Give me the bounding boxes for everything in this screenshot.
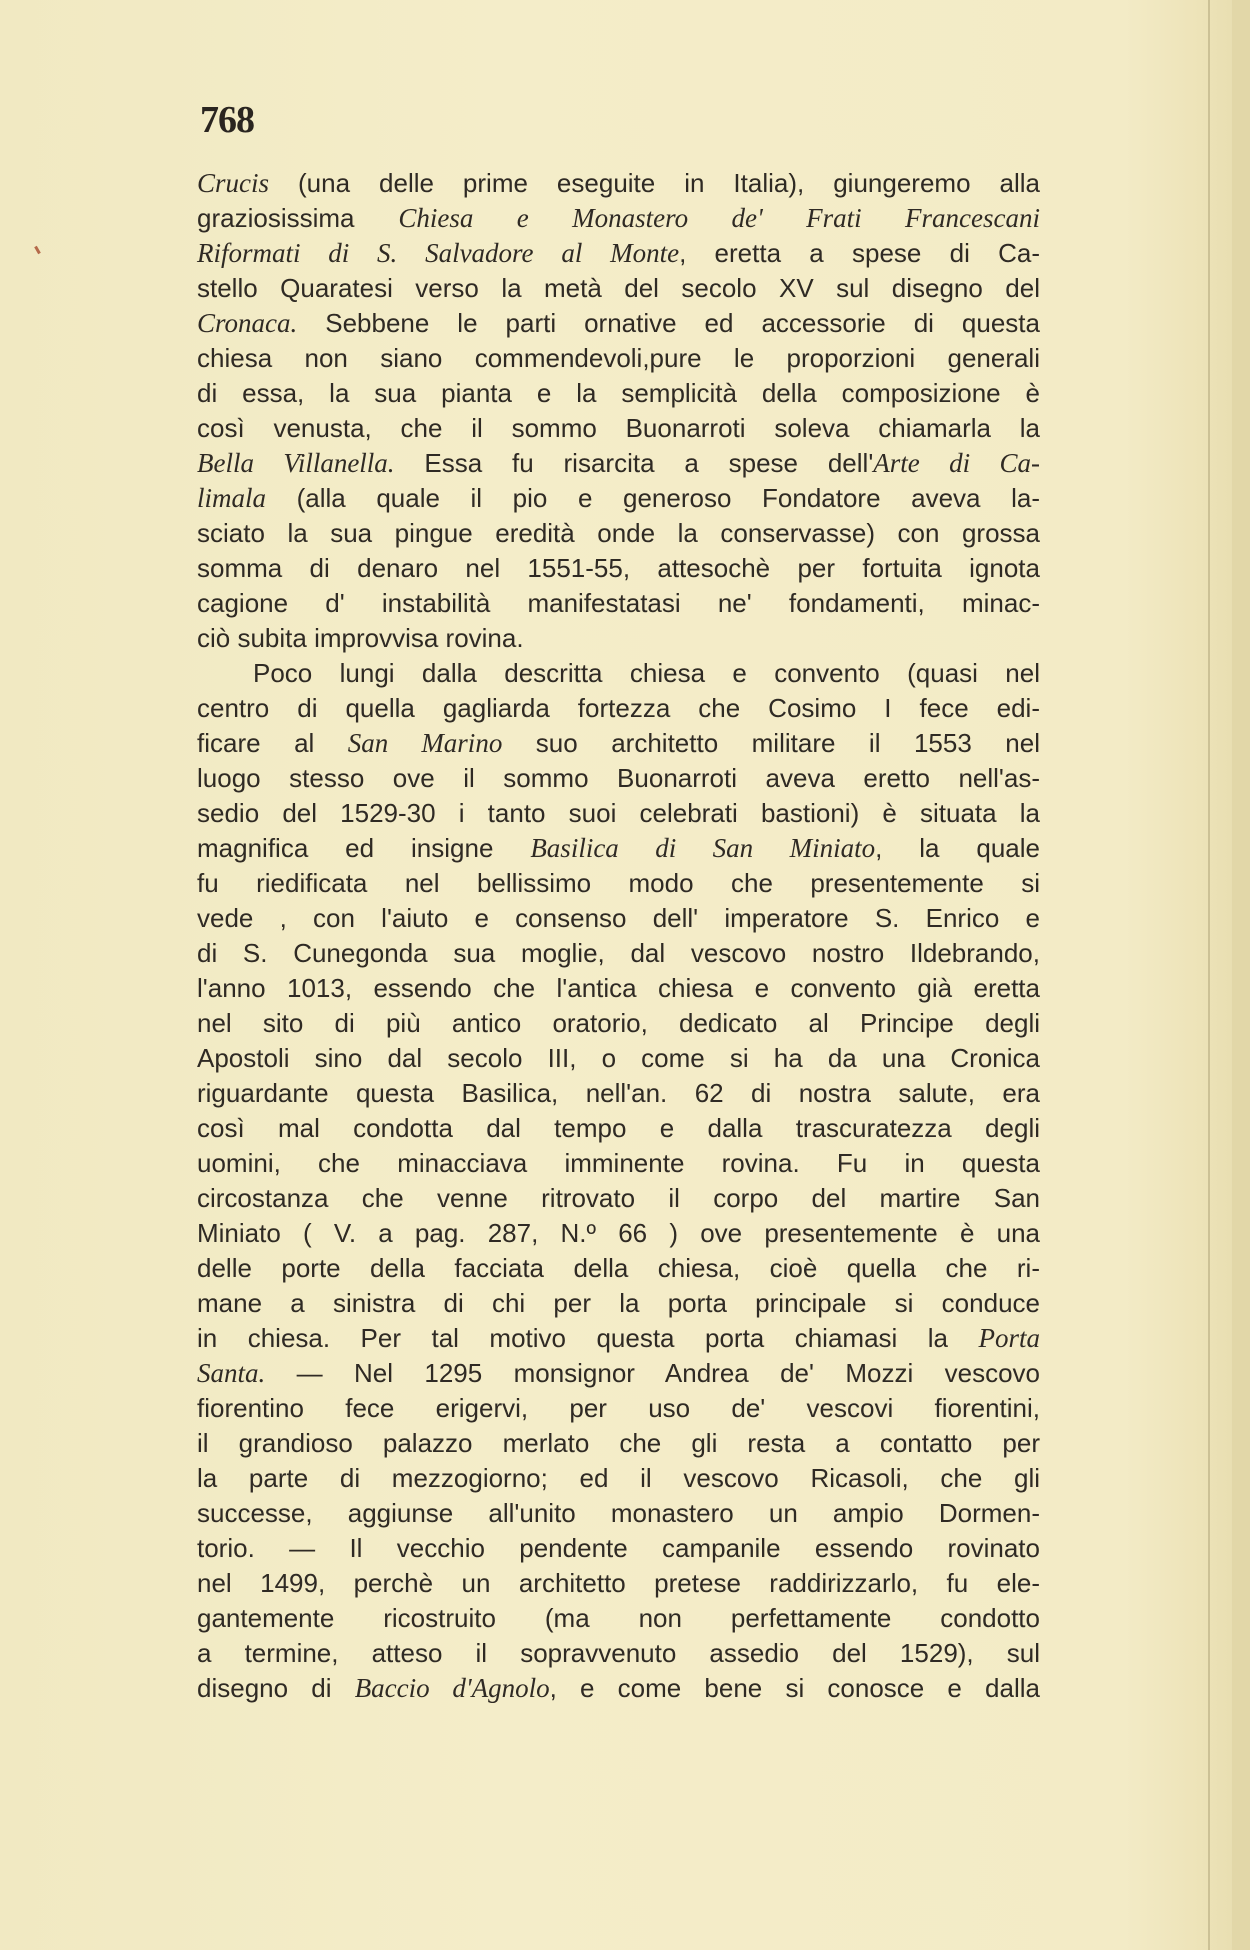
text-segment: mane a sinistra di chi per la porta principale si conduce xyxy=(197,1288,1040,1318)
text-segment: nel sito di più antico oratorio, dedicato al Principe degli xyxy=(197,1008,1040,1038)
text-line xyxy=(197,831,1040,866)
text-segment: così venusta, che il sommo Buonarroti soleva chiamarla la xyxy=(197,413,1040,443)
text-segment: , eretta a spese di Ca- xyxy=(679,238,1040,268)
text-segment: Essa fu risarcita a spese dell' xyxy=(394,448,874,478)
text-segment: il grandioso palazzo merlato che gli resta a contatto per xyxy=(197,1428,1040,1458)
text-segment: delle porte della facciata della chiesa, cioè quella che ri- xyxy=(197,1253,1040,1283)
text-line xyxy=(197,516,1040,551)
text-line xyxy=(197,1216,1040,1251)
text-segment: (alla quale il pio e generoso Fondatore aveva la- xyxy=(266,483,1040,513)
text-line xyxy=(197,866,1040,901)
text-line xyxy=(197,1251,1040,1286)
text-line xyxy=(197,1426,1040,1461)
italic-text: Bella Villanella. xyxy=(197,448,395,478)
italic-text: Crucis xyxy=(197,168,270,198)
text-segment: Miniato ( V. a pag. 287, N.º 66 ) ove presentemente è una xyxy=(197,1218,1040,1248)
italic-text: Chiesa e Monastero de' Frati Francescani xyxy=(398,203,1040,233)
italic-text: Santa. xyxy=(197,1358,266,1388)
text-segment: circostanza che venne ritrovato il corpo del martire San xyxy=(197,1183,1040,1213)
text-segment: uomini, che minacciava imminente rovina. Fu in questa xyxy=(197,1148,1040,1178)
text-segment: sciato la sua pingue eredità onde la conservasse) con grossa xyxy=(197,518,1040,548)
text-line xyxy=(197,796,1040,831)
text-line xyxy=(197,271,1040,306)
page-edge-line xyxy=(1208,0,1210,1950)
text-line xyxy=(197,761,1040,796)
text-line xyxy=(197,1496,1040,1531)
italic-text: Arte di Ca- xyxy=(873,448,1040,478)
text-segment: così mal condotta dal tempo e dalla trascuratezza degli xyxy=(197,1113,1040,1143)
text-segment: (una delle prime eseguite in Italia), giungeremo alla xyxy=(269,168,1040,198)
text-line xyxy=(197,901,1040,936)
text-segment: di S. Cunegonda sua moglie, dal vescovo nostro Ildebrando, xyxy=(197,938,1040,968)
text-segment: torio. — Il vecchio pendente campanile essendo rovinato xyxy=(197,1533,1040,1563)
text-segment: Poco lungi dalla descritta chiesa e convento (quasi nel xyxy=(253,658,1040,688)
text-line xyxy=(197,306,1040,341)
text-segment: — Nel 1295 monsignor Andrea de' Mozzi vescovo xyxy=(265,1358,1040,1388)
text-segment: Apostoli sino dal secolo III, o come si ha da una Cronica xyxy=(197,1043,1040,1073)
body-text xyxy=(197,166,1040,1706)
text-line xyxy=(197,1601,1040,1636)
text-line xyxy=(197,376,1040,411)
text-segment: cagione d' instabilità manifestatasi ne' fondamenti, minac- xyxy=(197,588,1040,618)
text-line xyxy=(197,1181,1040,1216)
text-segment: graziosissima xyxy=(197,203,399,233)
text-segment: la parte di mezzogiorno; ed il vescovo Ricasoli, che gli xyxy=(197,1463,1040,1493)
text-line xyxy=(197,1356,1040,1391)
text-segment: riguardante questa Basilica, nell'an. 62 di nostra salute, era xyxy=(197,1078,1040,1108)
italic-text: Porta xyxy=(978,1323,1040,1353)
text-segment: gantemente ricostruito (ma non perfettamente condotto xyxy=(197,1603,1040,1633)
text-line xyxy=(197,1566,1040,1601)
text-segment: stello Quaratesi verso la metà del secolo XV sul disegno del xyxy=(197,273,1040,303)
text-segment: chiesa non siano commendevoli,pure le proporzioni generali xyxy=(197,343,1040,373)
text-segment: fu riedificata nel bellissimo modo che presentemente si xyxy=(197,868,1040,898)
text-line xyxy=(197,166,1040,201)
text-segment: in chiesa. Per tal motivo questa porta chiamasi la xyxy=(197,1323,979,1353)
text-line xyxy=(197,1391,1040,1426)
text-segment: , la quale xyxy=(875,833,1040,863)
text-segment: successe, aggiunse all'unito monastero un ampio Dormen- xyxy=(197,1498,1040,1528)
text-segment: centro di quella gagliarda fortezza che Cosimo I fece edi- xyxy=(197,693,1040,723)
text-line xyxy=(197,691,1040,726)
text-segment: suo architetto militare il 1553 nel xyxy=(502,728,1040,758)
text-line xyxy=(197,586,1040,621)
text-segment: sedio del 1529-30 i tanto suoi celebrati bastioni) è situata la xyxy=(197,798,1040,828)
page-number: 768 xyxy=(200,99,254,141)
italic-text: Riformati di S. Salvadore al Monte xyxy=(197,238,680,268)
text-line xyxy=(197,341,1040,376)
text-segment: ciò subita improvvisa rovina. xyxy=(197,623,524,653)
text-segment: nel 1499, perchè un architetto pretese raddirizzarlo, fu ele- xyxy=(197,1568,1040,1598)
text-line xyxy=(197,1076,1040,1111)
text-line xyxy=(197,1006,1040,1041)
text-segment: Sebbene le parti ornative ed accessorie di questa xyxy=(297,308,1040,338)
text-segment: magnifica ed insigne xyxy=(197,833,531,863)
italic-text: Cronaca. xyxy=(197,308,298,338)
text-segment: , e come bene si conosce e dalla xyxy=(549,1673,1040,1703)
text-line xyxy=(197,656,1040,691)
text-segment: l'anno 1013, essendo che l'antica chiesa e convento già eretta xyxy=(197,973,1040,1003)
text-line xyxy=(197,1461,1040,1496)
text-segment: vede , con l'aiuto e consenso dell' imperatore S. Enrico e xyxy=(197,903,1040,933)
text-segment: di essa, la sua pianta e la semplicità della composizione è xyxy=(197,378,1040,408)
text-line xyxy=(197,1531,1040,1566)
margin-mark xyxy=(34,246,41,254)
italic-text: Basilica di San Miniato xyxy=(530,833,876,863)
text-line xyxy=(197,1111,1040,1146)
text-segment: somma di denaro nel 1551-55, attesochè per fortuita ignota xyxy=(197,553,1040,583)
text-line xyxy=(197,236,1040,271)
italic-text: Baccio d'Agnolo xyxy=(354,1673,550,1703)
text-line xyxy=(197,1146,1040,1181)
text-line xyxy=(197,551,1040,586)
text-segment: ficare al xyxy=(197,728,348,758)
italic-text: San Marino xyxy=(347,728,503,758)
text-line xyxy=(197,481,1040,516)
page-edge-shadow xyxy=(1232,0,1250,1950)
text-line xyxy=(197,1636,1040,1671)
text-line xyxy=(197,201,1040,236)
italic-text: limala xyxy=(197,483,267,513)
text-segment: luogo stesso ove il sommo Buonarroti aveva eretto nell'as- xyxy=(197,763,1040,793)
text-segment: a termine, atteso il sopravvenuto assedio del 1529), sul xyxy=(197,1638,1040,1668)
text-line xyxy=(197,971,1040,1006)
text-line xyxy=(197,1286,1040,1321)
text-line xyxy=(197,1321,1040,1356)
text-segment: disegno di xyxy=(197,1673,355,1703)
text-line xyxy=(197,621,1040,656)
text-line xyxy=(197,411,1040,446)
text-line xyxy=(197,726,1040,761)
text-line xyxy=(197,446,1040,481)
text-line xyxy=(197,936,1040,971)
text-line xyxy=(197,1671,1040,1706)
text-segment: fiorentino fece erigervi, per uso de' vescovi fiorentini, xyxy=(197,1393,1040,1423)
text-line xyxy=(197,1041,1040,1076)
